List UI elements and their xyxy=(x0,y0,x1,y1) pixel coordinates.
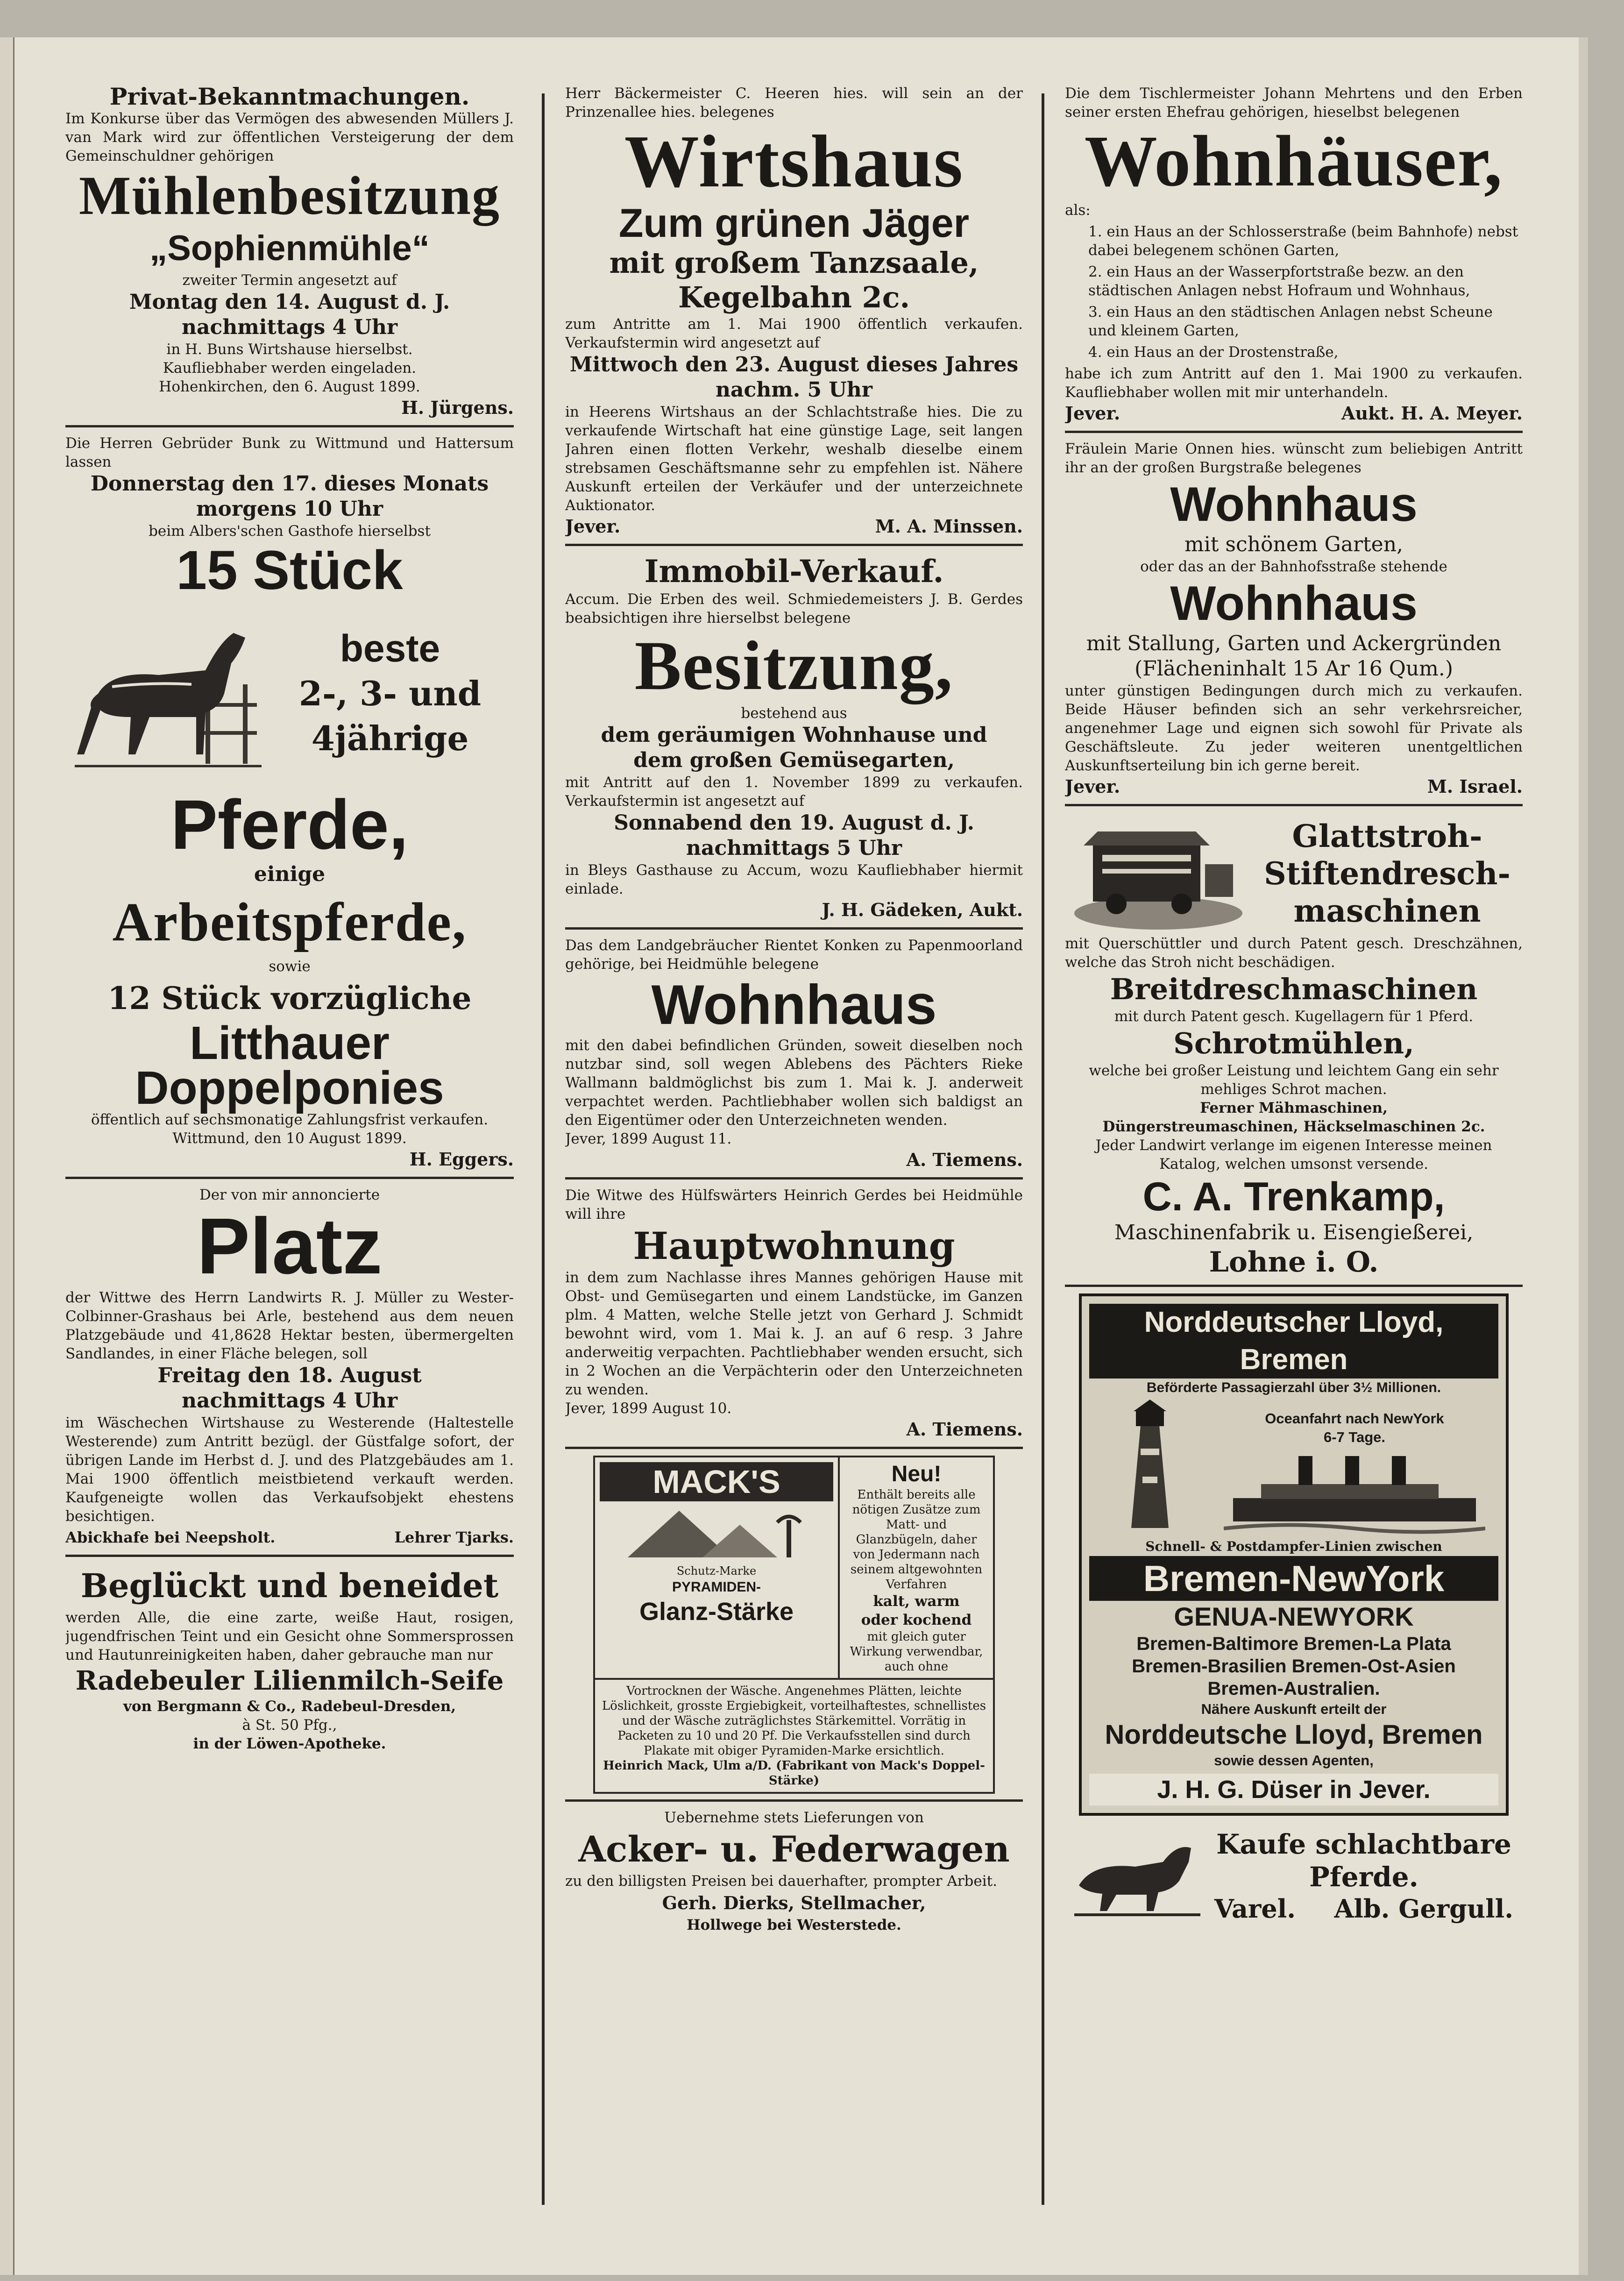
column-1 xyxy=(65,84,514,2214)
list-item: 1. ein Haus an der Schlosserstraße (beim Bahnhofe) nebst dabei belegenem schönen Garten, xyxy=(1088,223,1518,259)
ad-place: Jever. xyxy=(1065,403,1120,424)
ad-title: Wirtshaus xyxy=(624,120,964,203)
macks-side2: mit gleich guter Wirkung verwendbar, auch ohne xyxy=(850,1630,983,1674)
macks-frame xyxy=(593,1456,995,1680)
ad-age4: 4jährige xyxy=(311,718,469,758)
ad-place: in H. Buns Wirtshause hierselbst. xyxy=(166,341,413,358)
ad-subtitle: „Sophienmühle“ xyxy=(149,228,430,268)
ad-line: zweiter Termin angesetzt auf xyxy=(182,272,397,289)
ad-place: Jever. xyxy=(565,516,621,537)
ad-place: Lohne i. O. xyxy=(1209,1246,1379,1279)
ad-ponies: Doppelponies xyxy=(135,1062,444,1114)
macks-oder: oder kochend xyxy=(861,1612,972,1628)
ad-signature: Aukt. H. A. Meyer. xyxy=(1341,403,1523,424)
ad-body: zu den billigsten Preisen bei dauerhafter, prompter Arbeit. xyxy=(565,1873,997,1890)
ad-dateline: Wittmund, den 10 August 1899. xyxy=(172,1130,407,1147)
ad-place: Hollwege bei Westerstede. xyxy=(687,1917,901,1933)
threshing-machine-icon xyxy=(1065,813,1252,934)
column-2 xyxy=(565,84,1023,2214)
ad-title: Acker- u. Federwagen xyxy=(578,1828,1010,1870)
ad-line2: mit durch Patent gesch. Kugellagern für 1 Pferd. xyxy=(1114,1008,1474,1025)
lloyd-passengers: Beförderte Passagierzahl über 3½ Millionen. xyxy=(1146,1380,1441,1395)
ad-federwagen xyxy=(565,1808,1023,1940)
ad-dateline: Jever, 1899 August 10. xyxy=(565,1400,732,1417)
ad-body: zum Antritte am 1. Mai 1900 öffentlich verkaufen. Verkaufstermin wird angesetzt auf xyxy=(565,316,1023,351)
ad-line2: dem geräumigen Wohnhause und xyxy=(601,723,987,747)
section-header: Privat-Bekanntmachungen. xyxy=(109,84,470,110)
ad-wohnhaus-burgstrasse xyxy=(1065,440,1523,806)
left-page-edge xyxy=(0,37,14,2275)
ad-time: morgens 10 Uhr xyxy=(196,497,383,521)
ad-arbeitspferde: Arbeitspferde, xyxy=(112,891,467,952)
ad-date: Montag den 14. August d. J. xyxy=(129,290,450,314)
ad-title: Mühlenbesitzung xyxy=(78,165,501,226)
ad-line3: welche bei großer Leistung und leichtem Gang ein sehr mehliges Schrot machen. xyxy=(1089,1062,1499,1098)
ad-intro: Herr Bäckermeister C. Heeren hies. will sein an der Prinzenallee hies. belegenes xyxy=(565,85,1023,121)
lloyd-agent: J. H. G. Düser in Jever. xyxy=(1089,1774,1498,1805)
ad-time: nachmittags 4 Uhr xyxy=(181,1389,398,1413)
lloyd-route3: Bremen-Baltimore Bremen-La Plata xyxy=(1136,1634,1451,1654)
ad-signature: H. Eggers. xyxy=(409,1149,514,1170)
ad-litthauer: Litthauer xyxy=(190,1017,390,1069)
ad-als: als: xyxy=(1065,202,1091,219)
macks-maker: Heinrich Mack, Ulm a/D. (Fabrikant von Mack's Doppel-Stärke) xyxy=(603,1759,985,1788)
ad-line2: oder das an der Bahnhofsstraße stehende xyxy=(1140,558,1447,575)
ad-norddeutscher-lloyd xyxy=(1065,1293,1523,1821)
ad-lilienmilch-seife xyxy=(65,1563,514,1759)
macks-product: Glanz-Stärke xyxy=(639,1598,794,1626)
lloyd-route4: Bremen-Brasilien Bremen-Ost-Asien xyxy=(1132,1656,1456,1677)
steamship-icon xyxy=(1224,1447,1485,1535)
ad-title1: Wohnhaus xyxy=(1170,477,1418,532)
list-item: 4. ein Haus an der Drostenstraße, xyxy=(1088,344,1339,361)
ad-best: beste xyxy=(340,627,440,670)
ad-einige: einige xyxy=(254,862,326,886)
ad-line1: Kaufe schlachtbare Pferde. xyxy=(1216,1828,1511,1893)
ad-body: habe ich zum Antritt auf den 1. Mai 1900 zu verkaufen. Kaufliebhaber wollen mit mir unterhandeln. xyxy=(1065,365,1523,401)
macks-mark: Schutz-Marke xyxy=(676,1564,757,1578)
ad-signature: Alb. Gergull. xyxy=(1334,1894,1513,1924)
lloyd-route1: Bremen-NewYork xyxy=(1089,1556,1498,1601)
ad-immobil-verkauf xyxy=(565,553,1023,930)
ad-time: nachmittags 4 Uhr xyxy=(181,315,398,339)
ad-date: Donnerstag den 17. dieses Monats xyxy=(90,472,489,496)
ad-platz xyxy=(65,1186,514,1557)
macks-new: Neu! xyxy=(891,1462,942,1486)
ad-title: Beglückt und beneidet xyxy=(80,1566,499,1605)
ad-pferde-title: Pferde, xyxy=(170,785,409,864)
ad-date: Sonnabend den 19. August d. J. xyxy=(614,811,974,835)
list-item: 3. ein Haus an den städtischen Anlagen nebst Scheune und kleinem Garten, xyxy=(1088,304,1493,339)
ad-sowie: sowie xyxy=(269,958,311,975)
ad-body: mit den dabei befindlichen Gründen, soweit dieselben noch nutzbar sind, soll wegen Ablebens des Pächters Rieke Wallmann baldmöglichst bis zum 1. Mai k. J. anderweit verpachtet werden. Pachtliebhaber wollen sich baldigst an den Eigentümer oder den Unterzeichneten wenden. xyxy=(565,1037,1023,1129)
lighthouse-icon xyxy=(1089,1397,1211,1537)
ad-place: beim Albers'schen Gasthofe hierselbst xyxy=(149,523,431,540)
ad-place: Abickhafe bei Neepsholt. xyxy=(65,1528,276,1546)
ad-body2: in Bleys Gasthause zu Accum, wozu Kaufliebhaber hiermit einlade. xyxy=(565,862,1023,897)
ad-schrot: Schrotmühlen, xyxy=(1173,1026,1414,1060)
ad-intro: Die Witwe des Hülfswärters Heinrich Gerdes bei Heidmühle will ihre xyxy=(565,1187,1023,1222)
ad-line3: Kegelbahn 2c. xyxy=(678,280,910,314)
horse-illustration-icon xyxy=(65,600,266,787)
lloyd-schnell: Schnell- & Postdampfer-Linien zwischen xyxy=(1145,1539,1442,1554)
ad-title: Wohnhaus xyxy=(651,974,937,1036)
column-rule-1 xyxy=(542,93,545,2205)
ad-name: Zum grünen Jäger xyxy=(618,201,970,246)
ad-line1: mit schönem Garten, xyxy=(1184,533,1404,556)
ad-body2: im Wäschechen Wirtshause zu Westerende (Haltestelle Westerende) zum Antritt bezügl. der Güstfalge sofort, der übrigen Lande im Herbst d. J. und des Platzgebäudes am 1. Mai 1900 öffentlich meistbietend verkauft werden. Kaufgeneigte wollen das Verkaufsobjekt ehestens besichtigen. xyxy=(65,1414,514,1525)
ad-line1: bestehend aus xyxy=(741,705,847,722)
ad-time: nachmittags 5 Uhr xyxy=(686,836,902,860)
lloyd-company: Norddeutsche Lloyd, Bremen xyxy=(1105,1720,1483,1750)
ad-intro: Fräulein Marie Onnen hies. wünscht zum beliebigen Antritt ihr an der großen Burgstraße belegenes xyxy=(1065,441,1523,476)
ad-signature: M. A. Minssen. xyxy=(875,516,1023,537)
ad-title: Besitzung, xyxy=(634,627,954,704)
ad-body: unter günstigen Bedingungen durch mich zu verkaufen. Beide Häuser befinden sich an sehr verkehrsreicher, angenehmer Lage und eignen sich sowohl für Private als Geschäftsleute. Zu jeder weiteren unentgeltlichen Auskunftserteilung bin ich gerne bereit. xyxy=(1065,682,1523,774)
column-rule-2 xyxy=(1042,93,1044,2205)
lloyd-agents: sowie dessen Agenten, xyxy=(1214,1752,1374,1769)
ad-muehlenbesitzung xyxy=(65,84,514,427)
ad-body: mit Antritt auf den 1. November 1899 zu verkaufen. Verkaufstermin ist angesetzt auf xyxy=(565,774,1023,810)
lloyd-ocean: Oceanfahrt nach NewYork xyxy=(1265,1410,1444,1427)
ad-date: Mittwoch den 23. August dieses Jahres xyxy=(569,353,1019,377)
ad-breit: Breitdreschmaschinen xyxy=(1110,972,1478,1006)
ad-body: in dem zum Nachlasse ihres Mannes gehörigen Hause mit Obst- und Gemüsegarten und einem Landstücke, im Ganzen plm. 4 Matten, welche Stelle jetzt von Gerhard J. Schmidt bewohnt wird, vom 1. Mai k. J. an auf 6 resp. 3 Jahre anderweitig verpachten. Pachtliebhaber wenden ersucht, sich in 2 Wochen an die Verpächterin oder den Unterzeichneten zu wenden. xyxy=(565,1269,1023,1398)
ad-pferde xyxy=(65,434,514,1179)
ad-title3: maschinen xyxy=(1293,893,1481,929)
ad-intro: Der von mir annoncierte xyxy=(199,1187,380,1203)
ad-intro: Die Herren Gebrüder Bunk zu Wittmund und Hattersum lassen xyxy=(65,435,514,470)
ad-body: werden Alle, die eine zarte, weiße Haut, rosigen, jugendfrischen Teint und ein Gesicht ohne Sommersprossen und Hautunreinigkeiten haben, daher gebrauche man nur xyxy=(65,1609,514,1663)
ad-intro: Die dem Tischlermeister Johann Mehrtens und den Erben seiner ersten Ehefrau gehörigen, hieselbst belegenen xyxy=(1065,85,1523,121)
ad-signature: A. Tiemens. xyxy=(906,1419,1023,1440)
ad-shop: in der Löwen-Apotheke. xyxy=(193,1735,386,1752)
macks-body: Vortrocknen der Wäsche. Angenehmes Plätten, leichte Löslichkeit, grosste Ergiebigkeit, vorteilhaftestes, schnellistes und der Wäsche zuträglichstes Stärkemittel. Vorrätig in Packeten zu 10 und 20 Pf. Die Verkaufsstellen sind durch Plakate mit obiger Pyramiden-Marke ersichtlich. xyxy=(602,1684,986,1758)
ad-place: Varel. xyxy=(1214,1894,1296,1924)
ad-line3: mit Stallung, Garten und Ackergründen xyxy=(1086,632,1502,655)
ad-title: Hauptwohnung xyxy=(633,1224,955,1268)
lloyd-days: 6-7 Tage. xyxy=(1323,1429,1386,1445)
ad-intro: Accum. Die Erben des weil. Schmiedemeisters J. B. Gerdes beabsichtigen ihre hierselbst belegene xyxy=(565,591,1023,626)
pyramid-icon xyxy=(609,1501,824,1562)
ad-intro: Im Konkurse über das Vermögen des abwesenden Müllers J. van Mark wird zur öffentlichen Versteigerung der dem Gemeinschuldner gehörigen xyxy=(65,110,514,164)
ad-macks-staerke xyxy=(565,1456,1023,1802)
macks-sub: PYRAMIDEN- xyxy=(672,1579,761,1595)
ad-signature: A. Tiemens. xyxy=(906,1149,1023,1170)
ad-dateline: Hohenkirchen, den 6. August 1899. xyxy=(159,378,420,395)
ad-hauptwohnung xyxy=(565,1186,1023,1449)
ad-schlachtbare-pferde xyxy=(1065,1828,1523,1930)
ad-ferner: Ferner Mähmaschinen, xyxy=(1200,1100,1388,1116)
ad-signature: Lehrer Tjarks. xyxy=(394,1528,514,1546)
ad-invite: Kaufliebhaber werden eingeladen. xyxy=(163,360,417,377)
ad-date: Freitag den 18. August xyxy=(157,1364,422,1387)
ad-line2: mit großem Tanzsaale, xyxy=(609,246,979,280)
ad-place: Jever. xyxy=(1065,776,1120,797)
ad-line5: Jeder Landwirt verlange im eigenen Interesse meinen Katalog, welchen umsonst versende. xyxy=(1095,1137,1492,1172)
ad-ages: 2-, 3- und xyxy=(298,674,482,713)
ad-intro: Uebernehme stets Lieferungen von xyxy=(664,1809,924,1826)
ad-wohnhaus-heidmuehle xyxy=(565,936,1023,1180)
ad-company: C. A. Trenkamp, xyxy=(1142,1174,1445,1219)
ad-line6: Maschinenfabrik u. Eisengießerei, xyxy=(1114,1221,1474,1244)
ad-signature: M. Israel. xyxy=(1427,776,1523,797)
ad-wohnhaeuser xyxy=(1065,84,1523,433)
ad-title2: Stiftendresch- xyxy=(1264,855,1511,892)
ad-title1: Glattstroh- xyxy=(1292,818,1482,854)
horse-rider-icon xyxy=(1065,1834,1205,1918)
macks-brand: MACK'S xyxy=(600,1462,833,1501)
column-3 xyxy=(1065,84,1523,2214)
lloyd-frame xyxy=(1079,1293,1509,1816)
ad-product: Radebeuler Lilienmilch-Seife xyxy=(75,1665,504,1696)
ad-line3: dem großen Gemüsegarten, xyxy=(633,748,955,772)
ad-body: mit Querschüttler und durch Patent gesch. Dreschzähnen, welche das Stroh nicht beschädigen. xyxy=(1065,935,1523,971)
ad-intro: Das dem Landgebräucher Rientet Konken zu Papenmoorland gehörige, bei Heidmühle belegene xyxy=(565,937,1023,973)
ad-body: der Wittwe des Herrn Landwirts R. J. Müller zu Wester-Colbinner-Grashaus bei Arle, bestehend aus dem neuen Platzgebäude und 41,8628 Hektar besten, übermergelten Sandlandes, in einer Fläche belegen, soll xyxy=(65,1289,514,1362)
ad-price: à St. 50 Pfg., xyxy=(242,1717,337,1734)
ad-dreschmaschinen xyxy=(1065,813,1523,1287)
ad-title: Wohnhäuser, xyxy=(1084,121,1503,201)
ad-title: Platz xyxy=(197,1202,383,1291)
macks-side: Enthält bereits alle nötigen Zusätze zum Matt- und Glanzbügeln, daher von Jedermann nach seinem altgewohnten Verfahren xyxy=(850,1488,983,1592)
ad-signature: H. Jürgens. xyxy=(401,397,514,418)
lloyd-title: Norddeutscher Lloyd, Bremen xyxy=(1089,1304,1498,1379)
ad-body2: in Heerens Wirtshaus an der Schlachtstraße hies. Die zu verkaufende Wirtschaft hat eine günstige Lage, seit langen Jahren einen flotten Verkehr, weshalb dieselbe einem strebsamen Geschäftsmanne sehr zu empfehlen ist. Nähere Auskunft erteilen der Verkäufer und der unterzeichnete Auktionator. xyxy=(565,404,1023,514)
ad-dateline: Jever, 1899 August 11. xyxy=(565,1130,732,1147)
lloyd-route2: GENUA-NEWYORK xyxy=(1174,1602,1414,1631)
ad-line4: Düngerstreumaschinen, Häckselmaschinen 2c. xyxy=(1102,1118,1485,1135)
ad-time: nachm. 5 Uhr xyxy=(716,378,872,402)
ad-signature: J. H. Gädeken, Aukt. xyxy=(822,899,1023,920)
macks-kalt: kalt, warm xyxy=(873,1593,960,1610)
right-page-edge xyxy=(1579,37,1588,2275)
ad-twelve: 12 Stück vorzügliche xyxy=(107,980,472,1016)
ad-wirtshaus xyxy=(565,84,1023,546)
list-item: 2. ein Haus an der Wasserpfortstraße bezw. an den städtischen Anlagen nebst Hofraum und Wohnhaus, xyxy=(1088,263,1470,299)
ad-title2: Wohnhaus xyxy=(1170,576,1418,631)
lloyd-info: Nähere Auskunft erteilt der xyxy=(1201,1701,1387,1717)
ad-terms: öffentlich auf sechsmonatige Zahlungsfrist verkaufen. xyxy=(91,1111,489,1128)
ad-signature: Gerh. Dierks, Stellmacher, xyxy=(662,1892,926,1913)
ad-line4: (Flächeninhalt 15 Ar 16 Qum.) xyxy=(1134,657,1454,681)
ad-count: 15 Stück xyxy=(176,540,403,601)
ad-header: Immobil-Verkauf. xyxy=(644,553,944,590)
ad-maker: von Bergmann & Co., Radebeul-Dresden, xyxy=(123,1698,456,1715)
lloyd-route5: Bremen-Australien. xyxy=(1207,1678,1380,1699)
